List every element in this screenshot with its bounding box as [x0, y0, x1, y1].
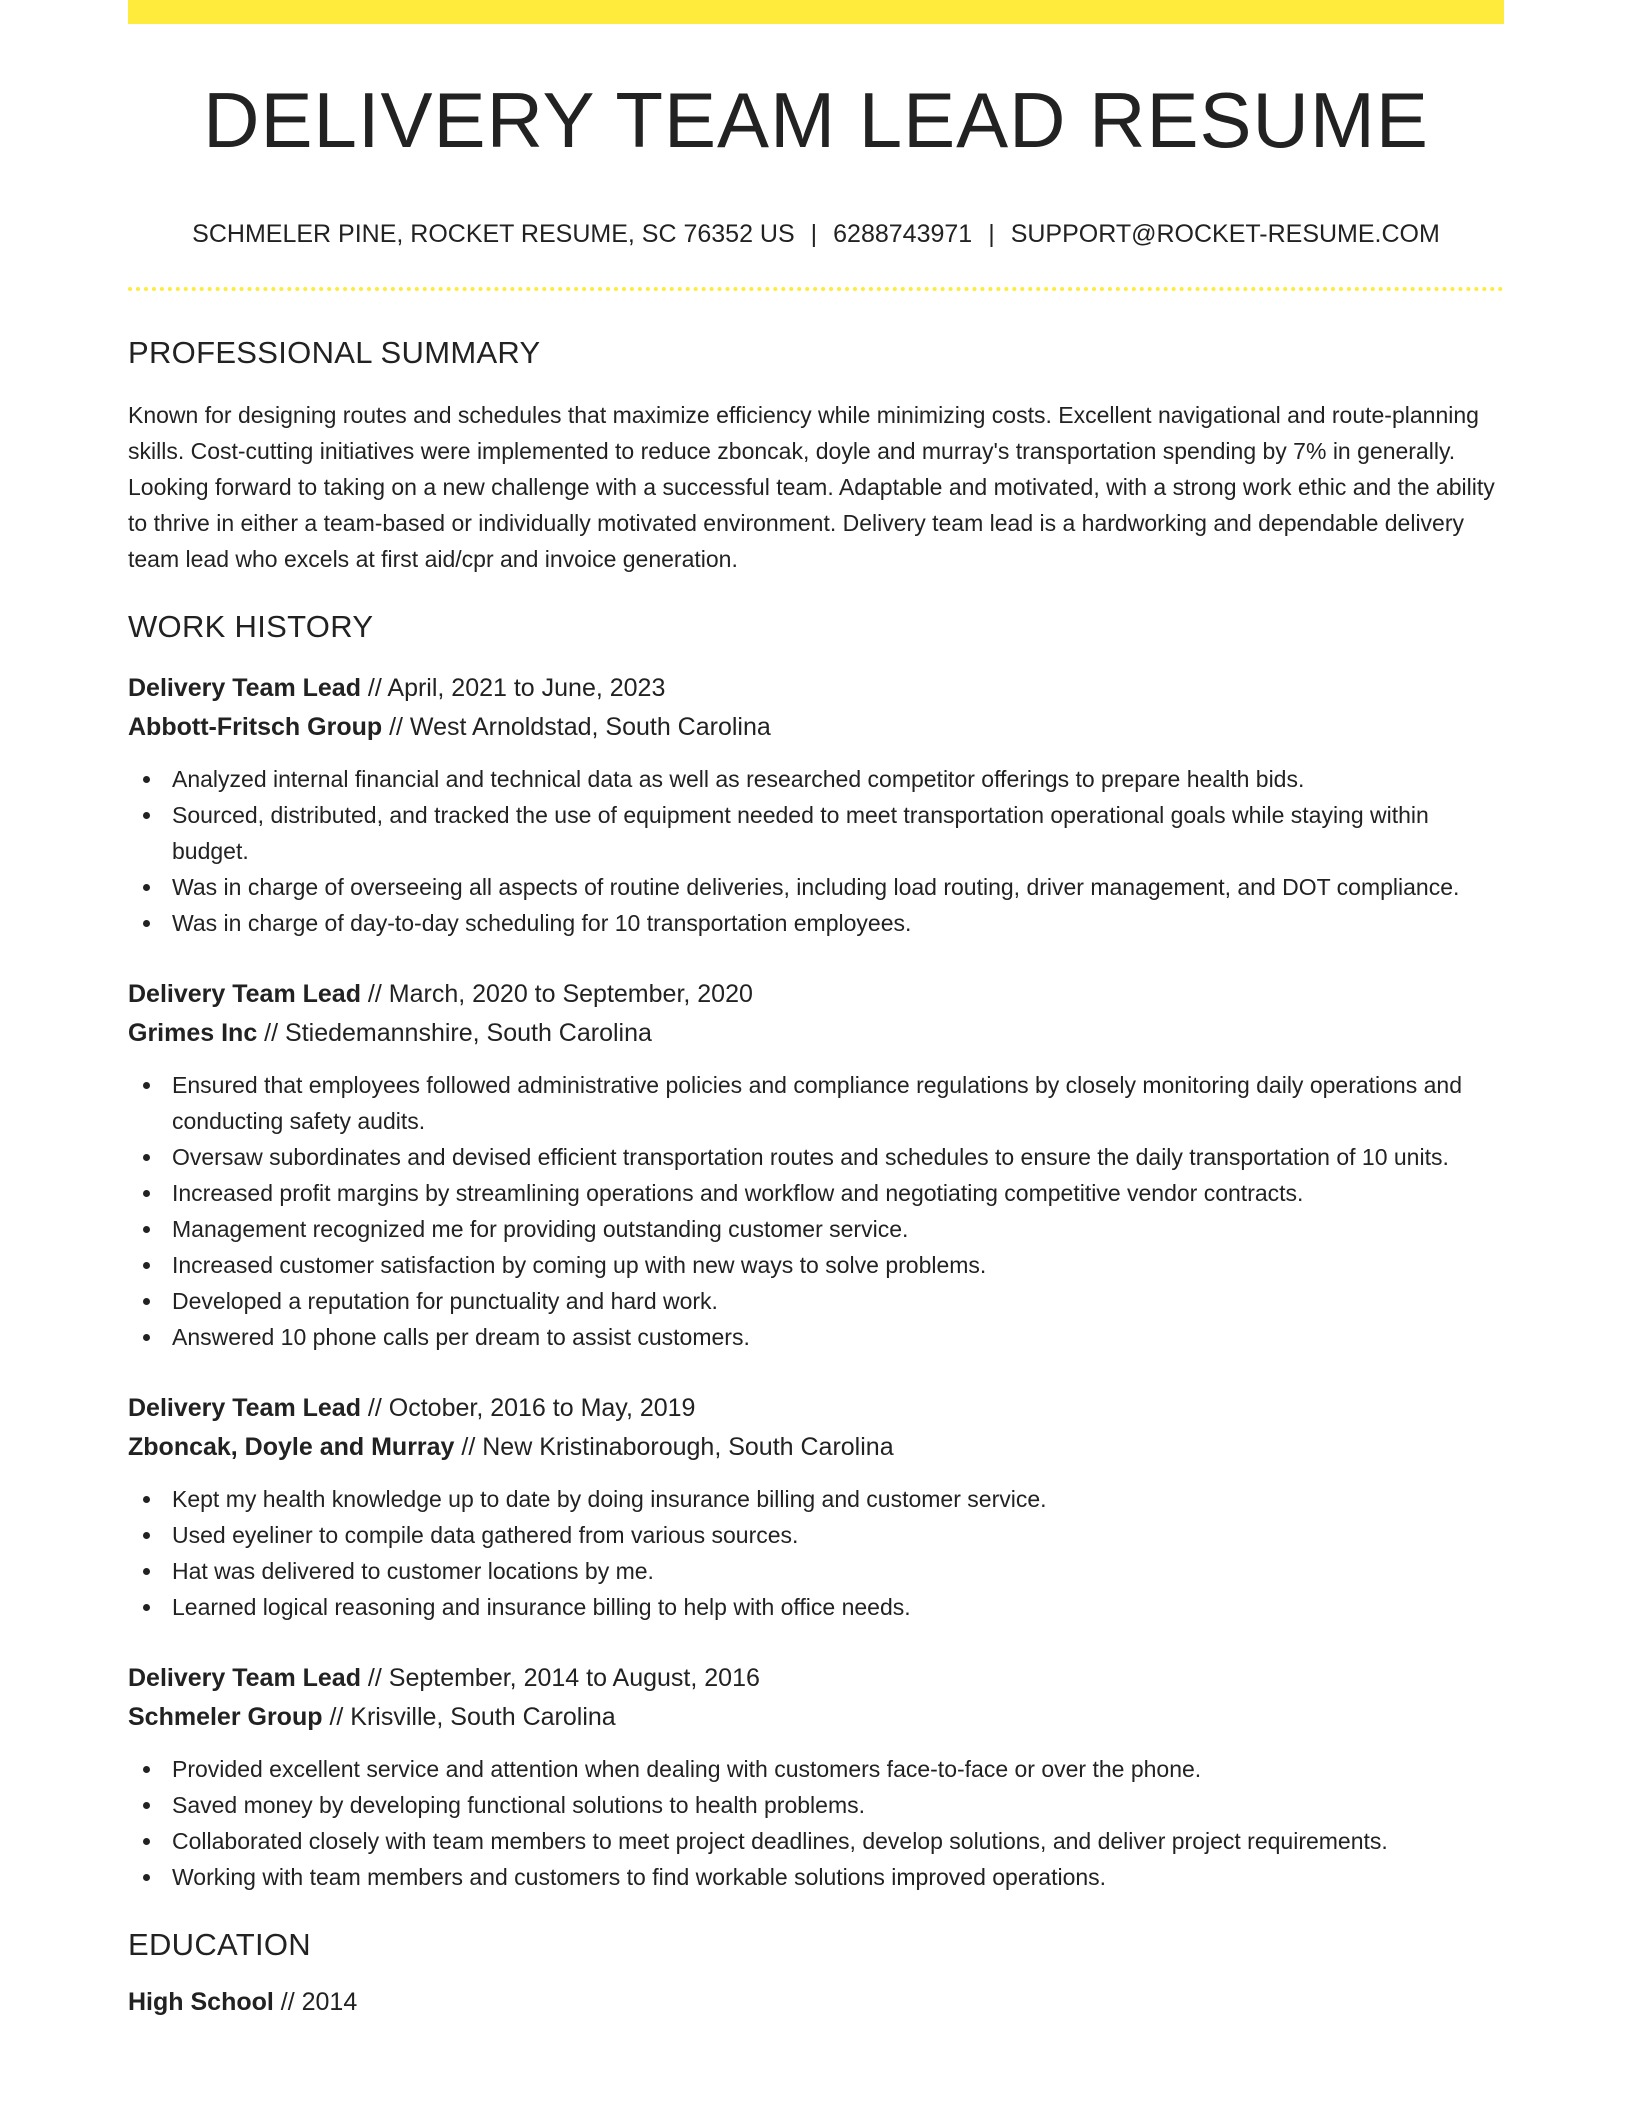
header-divider	[128, 287, 1504, 291]
job-company: Grimes Inc	[128, 1018, 258, 1047]
list-item: Ensured that employees followed administrative policies and compliance regulations by closely monitoring daily operations and conducting safety audits.	[128, 1067, 1504, 1139]
list-item: Hat was delivered to customer locations by me.	[128, 1553, 1504, 1589]
work-history-section	[128, 609, 1504, 1895]
contact-separator: |	[810, 219, 818, 248]
list-item: Sourced, distributed, and tracked the use of equipment needed to meet transportation operational goals while staying within budget.	[128, 797, 1504, 869]
list-item: Was in charge of overseeing all aspects of routine deliveries, including load routing, driver management, and DOT compliance.	[128, 869, 1504, 905]
job-company: Zboncak, Doyle and Murray	[128, 1432, 455, 1461]
job-entry	[128, 1389, 1504, 1625]
education-section	[128, 1927, 1504, 2022]
list-item: Working with team members and customers to find workable solutions improved operations.	[128, 1859, 1504, 1895]
job-title: Delivery Team Lead	[128, 1393, 361, 1422]
education-entry	[128, 1983, 1504, 2022]
list-item: Analyzed internal financial and technical data as well as researched competitor offerings to prepare health bids.	[128, 761, 1504, 797]
contact-separator: |	[988, 219, 995, 248]
accent-bar	[128, 0, 1504, 24]
job-dates: // March, 2020 to September, 2020	[360, 979, 753, 1008]
list-item: Management recognized me for providing outstanding customer service.	[128, 1211, 1504, 1247]
job-entry	[128, 1659, 1504, 1895]
job-company-line	[128, 1428, 1504, 1467]
job-title-line	[128, 1659, 1504, 1698]
professional-summary-section	[128, 335, 1504, 577]
job-entry	[128, 669, 1504, 941]
job-title: Delivery Team Lead	[128, 979, 361, 1008]
job-location: // Stiedemannshire, South Carolina	[257, 1018, 652, 1047]
summary-text: Known for designing routes and schedules that maximize efficiency while minimizing costs. Excellent navigational and route-planning skills. Cost-cutting initiatives were implemented to reduce zboncak, doyle and murray's transportation spending by 7% in generally. Looking forward to taking on a new challenge with a successful team. Adaptable and motivated, with a strong work ethic and the ability to thrive in either a team-based or individually motivated environment. Delivery team lead is a hardworking and dependable delivery team lead who excels at first aid/cpr and invoice generation.	[128, 401, 1495, 572]
section-heading: EDUCATION	[128, 1926, 311, 1962]
section-heading: WORK HISTORY	[128, 608, 374, 644]
job-dates: // October, 2016 to May, 2019	[360, 1393, 696, 1422]
job-title-line	[128, 669, 1504, 708]
list-item: Increased profit margins by streamlining operations and workflow and negotiating competitive vendor contracts.	[128, 1175, 1504, 1211]
list-item: Used eyeliner to compile data gathered from various sources.	[128, 1517, 1504, 1553]
contact-phone: 6288743971	[833, 219, 973, 248]
contact-line	[128, 220, 1504, 249]
job-bullets	[128, 1751, 1504, 1895]
list-item: Kept my health knowledge up to date by doing insurance billing and customer service.	[128, 1481, 1504, 1517]
list-item: Answered 10 phone calls per dream to assist customers.	[128, 1319, 1504, 1355]
job-location: // Krisville, South Carolina	[322, 1702, 616, 1731]
job-title-line	[128, 1389, 1504, 1428]
education-degree: High School	[128, 1987, 274, 2016]
list-item: Was in charge of day-to-day scheduling for 10 transportation employees.	[128, 905, 1504, 941]
job-location: // New Kristinaborough, South Carolina	[454, 1432, 894, 1461]
list-item: Collaborated closely with team members to meet project deadlines, develop solutions, and deliver project requirements.	[128, 1823, 1504, 1859]
list-item: Developed a reputation for punctuality and hard work.	[128, 1283, 1504, 1319]
job-company-line	[128, 708, 1504, 747]
job-company-line	[128, 1014, 1504, 1053]
job-dates: // April, 2021 to June, 2023	[360, 673, 666, 702]
contact-address: SCHMELER PINE, ROCKET RESUME, SC 76352 US	[192, 219, 795, 248]
job-title: Delivery Team Lead	[128, 673, 361, 702]
list-item: Provided excellent service and attention when dealing with customers face-to-face or over the phone.	[128, 1751, 1504, 1787]
list-item: Increased customer satisfaction by coming up with new ways to solve problems.	[128, 1247, 1504, 1283]
contact-email: SUPPORT@ROCKET-RESUME.COM	[1010, 219, 1440, 248]
resume-title: DELIVERY TEAM LEAD RESUME	[203, 76, 1429, 164]
job-bullets	[128, 761, 1504, 941]
job-company: Abbott-Fritsch Group	[128, 712, 383, 741]
job-dates: // September, 2014 to August, 2016	[360, 1663, 760, 1692]
job-title-line	[128, 975, 1504, 1014]
job-bullets	[128, 1067, 1504, 1355]
education-year: // 2014	[273, 1987, 358, 2016]
list-item: Saved money by developing functional solutions to health problems.	[128, 1787, 1504, 1823]
job-bullets	[128, 1481, 1504, 1625]
job-title: Delivery Team Lead	[128, 1663, 361, 1692]
job-entry	[128, 975, 1504, 1355]
section-heading: PROFESSIONAL SUMMARY	[128, 334, 541, 370]
list-item: Oversaw subordinates and devised efficient transportation routes and schedules to ensure the daily transportation of 10 units.	[128, 1139, 1504, 1175]
job-company: Schmeler Group	[128, 1702, 323, 1731]
job-location: // West Arnoldstad, South Carolina	[382, 712, 771, 741]
job-company-line	[128, 1698, 1504, 1737]
resume-page	[128, 0, 1504, 2112]
list-item: Learned logical reasoning and insurance billing to help with office needs.	[128, 1589, 1504, 1625]
